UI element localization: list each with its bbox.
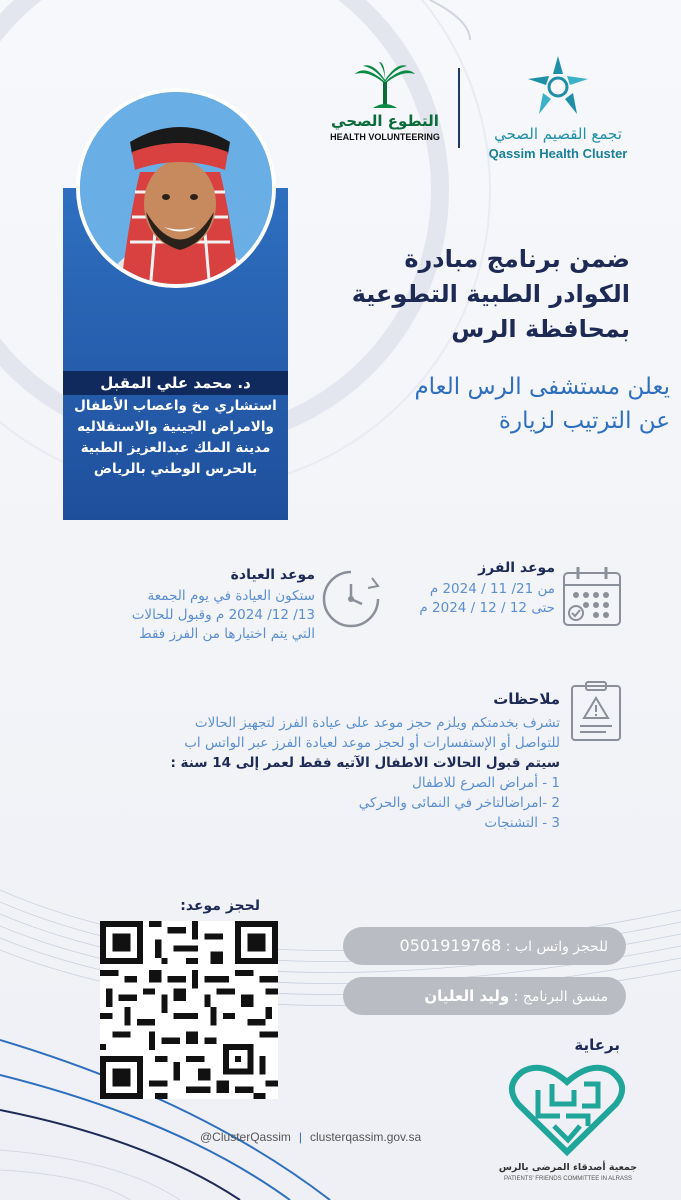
doctor-title-line: والامراض الجينية والاستقلاليه bbox=[77, 419, 274, 435]
notes-item: 2 -امراضالتاخر في النمائى والحركي bbox=[358, 795, 560, 811]
whatsapp-label: للحجز واتس اب : bbox=[501, 939, 608, 955]
doctor-title bbox=[63, 396, 288, 480]
whatsapp-number: 0501919768 bbox=[399, 936, 502, 955]
social-handle[interactable]: @ClusterQassim bbox=[200, 1130, 291, 1144]
clinic-title: موعد العيادة bbox=[230, 567, 315, 583]
triage-to: حتى 12 / 12 / 2024 م bbox=[419, 600, 555, 616]
qassim-health-cluster-logo bbox=[478, 52, 648, 167]
subheadline-line: يعلن مستشفى الرس العام bbox=[414, 374, 670, 400]
clock-icon bbox=[320, 568, 382, 630]
sponsor-label: برعاية bbox=[574, 1036, 620, 1054]
clinic-line: 13/ 12/ 2024 م وقبول للحالات bbox=[131, 607, 315, 623]
notes-line: تشرف بخدمتكم ويلزم حجز موعد على عيادة الفرز لتجهيز الحالات bbox=[194, 715, 560, 731]
coordinator-name: وليد العليان bbox=[424, 987, 510, 1005]
website-link[interactable]: clusterqassim.gov.sa bbox=[310, 1130, 422, 1144]
notes-criteria: سيتم قبول الحالات الاطفال الآتيه فقط لعمر إلى 14 سنة : bbox=[170, 755, 560, 771]
footer-separator: | bbox=[298, 1130, 302, 1144]
subheadline-line: عن الترتيب لزيارة bbox=[498, 408, 670, 434]
volunteering-name-english: HEALTH VOLUNTEERING bbox=[330, 132, 440, 142]
notes-line: للتواصل أو الإستفسارات أو لحجز موعد لعيادة الفرز عبر الواتس اب bbox=[184, 735, 560, 751]
headline-line: ضمن برنامج مبادرة bbox=[404, 245, 630, 273]
palm-tree-icon bbox=[355, 62, 415, 110]
clipboard-alert-icon bbox=[570, 680, 622, 742]
clinic-line: التي يتم اختيارها من الفرز فقط bbox=[139, 626, 315, 642]
health-volunteering-logo bbox=[322, 62, 448, 152]
notes-title: ملاحظات bbox=[493, 690, 560, 708]
coordinator-pill bbox=[343, 977, 626, 1015]
coordinator-label: منسق البرنامج : bbox=[509, 989, 608, 1005]
cluster-name-arabic: تجمع القصيم الصحي bbox=[494, 125, 622, 143]
notes-item: 3 - التشنجات bbox=[484, 815, 560, 831]
whatsapp-booking-pill[interactable] bbox=[343, 927, 626, 965]
sponsor-name-arabic: جمعية أصدقاء المرضى بالرس bbox=[498, 1162, 638, 1173]
footer-contacts bbox=[200, 1130, 500, 1144]
triage-title: موعد الفرز bbox=[478, 560, 555, 576]
doctor-title-line: مدينة الملك عبدالعزيز الطبية bbox=[80, 440, 271, 456]
subheadline bbox=[300, 370, 670, 438]
doctor-name: د. محمد علي المقبل bbox=[63, 371, 288, 395]
triage-dates bbox=[380, 580, 555, 618]
cluster-star-icon bbox=[523, 52, 593, 122]
booking-label: لحجز موعد: bbox=[180, 898, 260, 914]
logo-divider bbox=[458, 68, 460, 148]
triage-from: من 21/ 11 / 2024 م bbox=[429, 581, 555, 597]
headline-line: بمحافظة الرس bbox=[451, 315, 630, 343]
booking-qr-code[interactable] bbox=[100, 921, 278, 1099]
doctor-title-line: استشاري مخ واعصاب الأطفال bbox=[74, 398, 277, 414]
sponsor-heart-logo bbox=[508, 1060, 626, 1158]
clinic-line: ستكون العيادة في يوم الجمعة bbox=[147, 588, 315, 604]
sponsor-name-english: PATIENTS' FRIENDS COMMITTEE IN ALRASS bbox=[504, 1176, 632, 1182]
clinic-details bbox=[40, 587, 315, 644]
doctor-title-line: بالحرس الوطني بالرياض bbox=[93, 461, 258, 477]
calendar-icon bbox=[562, 565, 622, 627]
volunteering-name-arabic: التطوع الصحي bbox=[331, 112, 439, 130]
cluster-name-english: Qassim Health Cluster bbox=[488, 146, 628, 161]
doctor-portrait-illustration bbox=[80, 92, 276, 288]
doctor-photo bbox=[76, 88, 276, 288]
headline-line: الكوادر الطبية التطوعية bbox=[351, 280, 630, 308]
headline bbox=[300, 242, 630, 347]
notes-item: 1 - أمراض الصرع للاطفال bbox=[412, 775, 560, 791]
